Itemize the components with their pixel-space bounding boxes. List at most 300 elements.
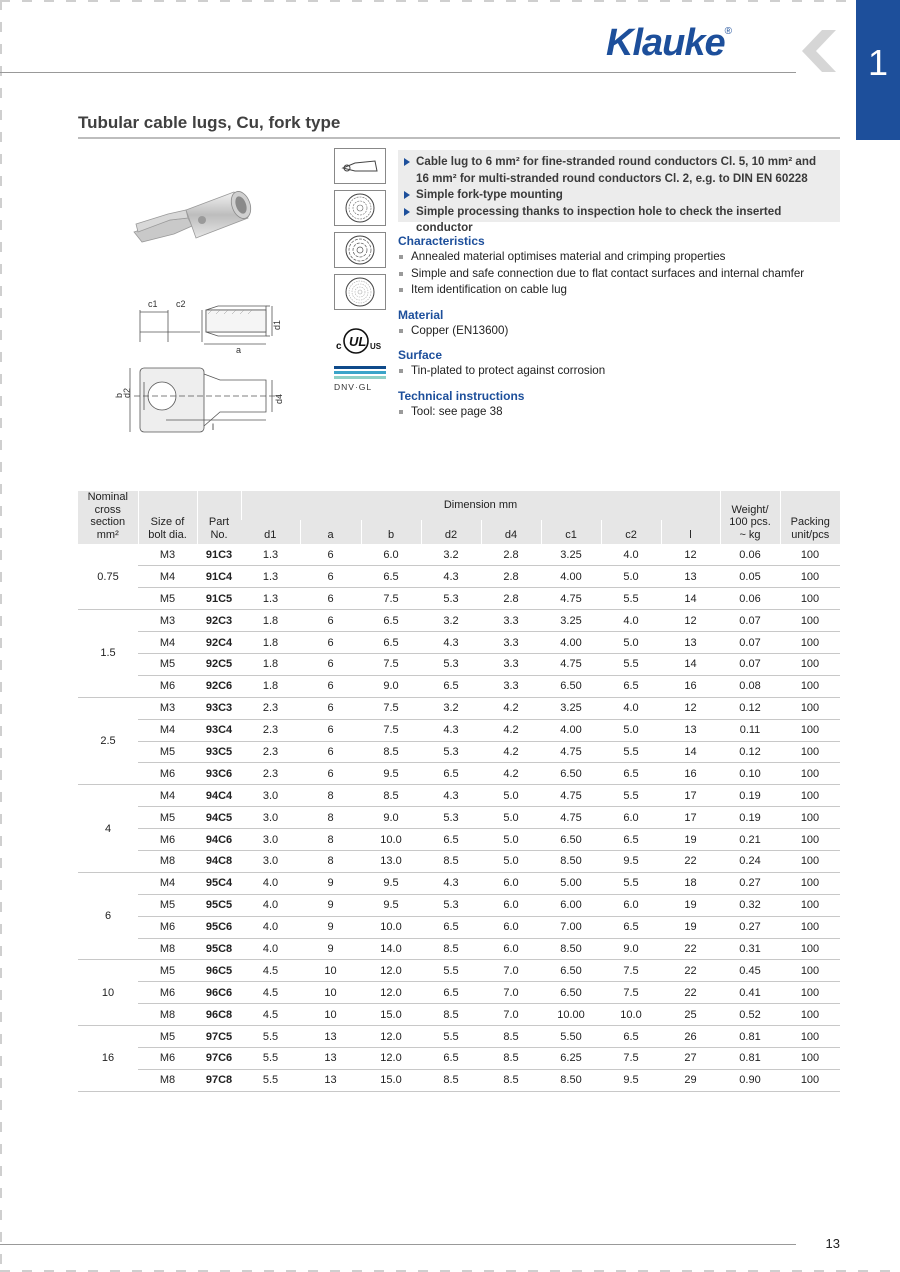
table-row	[78, 566, 840, 588]
cell-part-no: 95C6	[197, 916, 241, 938]
cell-packing: 100	[780, 544, 840, 566]
cell-l: 17	[661, 785, 720, 807]
table-row	[78, 916, 840, 938]
table-row	[78, 719, 840, 741]
cell-d4: 4.2	[481, 697, 541, 719]
cell-d4: 3.3	[481, 653, 541, 675]
cell-c2: 5.0	[601, 632, 661, 654]
cell-d2: 8.5	[421, 938, 481, 960]
cell-cross-section: 1.5	[78, 610, 138, 698]
cell-weight: 0.27	[720, 872, 780, 894]
cell-d2: 6.5	[421, 982, 481, 1004]
table-row	[78, 675, 840, 697]
cell-c2: 10.0	[601, 1004, 661, 1026]
cable-lug-icon	[334, 148, 386, 184]
cell-d4: 6.0	[481, 938, 541, 960]
header-weight: Weight/ 100 pcs. ~ kg	[720, 491, 780, 544]
cell-d4: 6.0	[481, 916, 541, 938]
cell-d1: 2.3	[241, 741, 300, 763]
cell-c2: 6.5	[601, 916, 661, 938]
cell-packing: 100	[780, 1047, 840, 1069]
cell-d1: 2.3	[241, 697, 300, 719]
cell-b: 8.5	[361, 741, 421, 763]
cell-b: 10.0	[361, 829, 421, 851]
cell-d4: 2.8	[481, 566, 541, 588]
cell-d4: 3.3	[481, 632, 541, 654]
cell-c2: 6.5	[601, 1026, 661, 1048]
cell-d2: 5.3	[421, 653, 481, 675]
cell-b: 8.5	[361, 785, 421, 807]
cell-weight: 0.81	[720, 1026, 780, 1048]
cell-packing: 100	[780, 807, 840, 829]
cell-b: 7.5	[361, 697, 421, 719]
cell-b: 15.0	[361, 1069, 421, 1091]
cell-d1: 4.5	[241, 1004, 300, 1026]
cell-b: 7.5	[361, 588, 421, 610]
cell-c2: 9.0	[601, 938, 661, 960]
cell-d2: 6.5	[421, 829, 481, 851]
cell-c1: 6.50	[541, 763, 601, 785]
cell-b: 12.0	[361, 1047, 421, 1069]
cell-d4: 5.0	[481, 850, 541, 872]
cell-c1: 4.75	[541, 807, 601, 829]
cell-a: 6	[300, 719, 361, 741]
cell-packing: 100	[780, 829, 840, 851]
cell-d2: 5.5	[421, 960, 481, 982]
cell-d2: 5.5	[421, 1026, 481, 1048]
cell-b: 6.0	[361, 544, 421, 566]
cell-packing: 100	[780, 960, 840, 982]
cell-d2: 3.2	[421, 610, 481, 632]
cell-cross-section: 2.5	[78, 697, 138, 785]
label-d2: d2	[122, 387, 132, 398]
cell-part-no: 92C6	[197, 675, 241, 697]
cell-b: 12.0	[361, 1026, 421, 1048]
cell-part-no: 93C4	[197, 719, 241, 741]
label-c1: c1	[148, 299, 158, 309]
cell-weight: 0.10	[720, 763, 780, 785]
table-row	[78, 982, 840, 1004]
cell-d4: 5.0	[481, 785, 541, 807]
cell-cross-section: 6	[78, 872, 138, 960]
cell-l: 14	[661, 653, 720, 675]
ul-us-text: US	[370, 342, 382, 351]
cell-c1: 4.00	[541, 566, 601, 588]
cell-d2: 3.2	[421, 697, 481, 719]
cell-d2: 6.5	[421, 763, 481, 785]
cell-b: 9.0	[361, 675, 421, 697]
cell-weight: 0.41	[720, 982, 780, 1004]
feature-item: Cable lug to 6 mm² for fine-stranded round conductors Cl. 5, 10 mm² and 16 mm² for multi-stranded round conductors Cl. 2, e.g. to DIN EN 60228	[404, 154, 834, 187]
cell-d1: 1.8	[241, 610, 300, 632]
cell-bolt-size: M4	[138, 719, 197, 741]
cell-b: 7.5	[361, 719, 421, 741]
cell-l: 19	[661, 829, 720, 851]
cell-b: 13.0	[361, 850, 421, 872]
cell-weight: 0.07	[720, 653, 780, 675]
cell-packing: 100	[780, 653, 840, 675]
cell-c1: 4.75	[541, 785, 601, 807]
cell-bolt-size: M8	[138, 1004, 197, 1026]
cell-d4: 6.0	[481, 872, 541, 894]
page-title: Tubular cable lugs, Cu, fork type	[78, 113, 341, 132]
cell-d1: 4.5	[241, 960, 300, 982]
cell-c2: 4.0	[601, 610, 661, 632]
cell-d1: 4.0	[241, 916, 300, 938]
cell-part-no: 95C5	[197, 894, 241, 916]
dimension-drawing	[100, 296, 300, 436]
cell-c1: 4.75	[541, 653, 601, 675]
cell-b: 9.0	[361, 807, 421, 829]
cell-b: 9.5	[361, 763, 421, 785]
cell-c2: 5.5	[601, 872, 661, 894]
cell-l: 14	[661, 588, 720, 610]
cell-l: 16	[661, 675, 720, 697]
cell-d4: 4.2	[481, 719, 541, 741]
cell-a: 6	[300, 697, 361, 719]
cell-weight: 0.32	[720, 894, 780, 916]
cell-a: 6	[300, 675, 361, 697]
cell-a: 13	[300, 1026, 361, 1048]
cell-b: 10.0	[361, 916, 421, 938]
cell-l: 25	[661, 1004, 720, 1026]
cell-d2: 4.3	[421, 719, 481, 741]
table-row	[78, 938, 840, 960]
label-a: a	[236, 345, 242, 355]
technical-instructions-heading: Technical instructions	[398, 388, 525, 403]
cell-l: 29	[661, 1069, 720, 1091]
cell-l: 22	[661, 938, 720, 960]
cell-weight: 0.52	[720, 1004, 780, 1026]
cell-weight: 0.07	[720, 610, 780, 632]
table-row	[78, 697, 840, 719]
cell-a: 9	[300, 916, 361, 938]
cell-c2: 7.5	[601, 1047, 661, 1069]
table-row	[78, 653, 840, 675]
cell-weight: 0.24	[720, 850, 780, 872]
cell-c2: 6.5	[601, 829, 661, 851]
cell-b: 14.0	[361, 938, 421, 960]
cell-c1: 3.25	[541, 610, 601, 632]
characteristics-item: Item identification on cable lug	[398, 282, 840, 299]
cell-d1: 5.5	[241, 1026, 300, 1048]
page-number: 13	[825, 1236, 840, 1251]
label-l: l	[212, 422, 214, 432]
cell-d4: 6.0	[481, 894, 541, 916]
cell-l: 13	[661, 566, 720, 588]
cell-part-no: 94C4	[197, 785, 241, 807]
cell-a: 6	[300, 610, 361, 632]
table-row	[78, 1026, 840, 1048]
cell-c2: 5.5	[601, 785, 661, 807]
cell-b: 15.0	[361, 1004, 421, 1026]
surface-item: Tin-plated to protect against corrosion	[398, 363, 840, 380]
cell-part-no: 93C6	[197, 763, 241, 785]
cell-a: 13	[300, 1047, 361, 1069]
cell-l: 17	[661, 807, 720, 829]
cell-part-no: 97C8	[197, 1069, 241, 1091]
table-row	[78, 1047, 840, 1069]
material-heading: Material	[398, 307, 444, 322]
table-row	[78, 632, 840, 654]
cell-c1: 8.50	[541, 1069, 601, 1091]
cell-c2: 9.5	[601, 850, 661, 872]
cell-d1: 5.5	[241, 1047, 300, 1069]
cell-bolt-size: M5	[138, 1026, 197, 1048]
cell-d2: 5.3	[421, 588, 481, 610]
cell-weight: 0.07	[720, 632, 780, 654]
cell-bolt-size: M4	[138, 566, 197, 588]
header-bolt-size: Size of bolt dia.	[138, 491, 197, 544]
cell-c1: 10.00	[541, 1004, 601, 1026]
cell-bolt-size: M6	[138, 829, 197, 851]
cell-c2: 7.5	[601, 960, 661, 982]
cell-packing: 100	[780, 610, 840, 632]
cell-packing: 100	[780, 894, 840, 916]
cell-bolt-size: M5	[138, 894, 197, 916]
cell-d2: 4.3	[421, 632, 481, 654]
page-border-left	[0, 0, 2, 1272]
cell-part-no: 96C8	[197, 1004, 241, 1026]
cell-part-no: 92C5	[197, 653, 241, 675]
cell-cross-section: 16	[78, 1026, 138, 1092]
cell-packing: 100	[780, 1004, 840, 1026]
cell-a: 10	[300, 1004, 361, 1026]
cell-c1: 6.50	[541, 675, 601, 697]
feature-item: Simple processing thanks to inspection hole to check the inserted conductor	[404, 204, 834, 237]
fine-stranded-conductor-icon	[334, 190, 386, 226]
cell-packing: 100	[780, 850, 840, 872]
cell-a: 6	[300, 741, 361, 763]
cell-bolt-size: M8	[138, 850, 197, 872]
cell-c2: 9.5	[601, 1069, 661, 1091]
cell-d1: 1.8	[241, 632, 300, 654]
cell-weight: 0.31	[720, 938, 780, 960]
cell-d1: 3.0	[241, 807, 300, 829]
cell-l: 13	[661, 719, 720, 741]
label-b: b	[114, 392, 124, 398]
cell-d2: 4.3	[421, 566, 481, 588]
cell-a: 6	[300, 544, 361, 566]
header-c1: c1	[541, 520, 601, 544]
header-packing: Packing unit/pcs	[780, 491, 840, 544]
cell-d2: 5.3	[421, 807, 481, 829]
cell-weight: 0.21	[720, 829, 780, 851]
table-row	[78, 807, 840, 829]
cell-bolt-size: M5	[138, 807, 197, 829]
cell-weight: 0.12	[720, 697, 780, 719]
cell-bolt-size: M3	[138, 697, 197, 719]
table-row	[78, 850, 840, 872]
cell-part-no: 93C5	[197, 741, 241, 763]
cell-packing: 100	[780, 675, 840, 697]
cell-packing: 100	[780, 632, 840, 654]
cell-cross-section: 4	[78, 785, 138, 873]
cell-d2: 6.5	[421, 1047, 481, 1069]
cell-c1: 6.50	[541, 982, 601, 1004]
cell-a: 6	[300, 566, 361, 588]
cell-d2: 4.3	[421, 785, 481, 807]
table-row	[78, 785, 840, 807]
cell-a: 9	[300, 938, 361, 960]
cell-part-no: 97C5	[197, 1026, 241, 1048]
cell-bolt-size: M4	[138, 785, 197, 807]
header-a: a	[300, 520, 361, 544]
cell-d4: 5.0	[481, 829, 541, 851]
product-details	[398, 233, 840, 420]
page-border-top	[0, 0, 900, 2]
header-c2: c2	[601, 520, 661, 544]
cell-packing: 100	[780, 741, 840, 763]
cell-part-no: 91C4	[197, 566, 241, 588]
cell-d2: 8.5	[421, 850, 481, 872]
cell-d4: 3.3	[481, 610, 541, 632]
cell-d2: 8.5	[421, 1069, 481, 1091]
cell-packing: 100	[780, 916, 840, 938]
cell-d4: 8.5	[481, 1069, 541, 1091]
cell-l: 12	[661, 544, 720, 566]
cell-a: 6	[300, 588, 361, 610]
cell-packing: 100	[780, 982, 840, 1004]
header-rule	[0, 72, 796, 73]
header-d4: d4	[481, 520, 541, 544]
cell-bolt-size: M3	[138, 610, 197, 632]
cell-a: 13	[300, 1069, 361, 1091]
klauke-logo: Klauke®	[606, 22, 731, 64]
cell-d1: 2.3	[241, 719, 300, 741]
cell-bolt-size: M5	[138, 588, 197, 610]
cell-bolt-size: M6	[138, 982, 197, 1004]
cell-bolt-size: M8	[138, 1069, 197, 1091]
cell-l: 12	[661, 610, 720, 632]
cell-b: 12.0	[361, 960, 421, 982]
table-body	[78, 544, 840, 1091]
product-photo	[130, 180, 280, 270]
cell-a: 9	[300, 872, 361, 894]
cell-packing: 100	[780, 566, 840, 588]
cell-weight: 0.45	[720, 960, 780, 982]
cell-c1: 6.00	[541, 894, 601, 916]
cell-part-no: 95C4	[197, 872, 241, 894]
label-c2: c2	[176, 299, 186, 309]
cell-c1: 6.50	[541, 829, 601, 851]
cell-packing: 100	[780, 697, 840, 719]
cell-d4: 4.2	[481, 763, 541, 785]
cell-part-no: 94C8	[197, 850, 241, 872]
cell-bolt-size: M6	[138, 763, 197, 785]
cell-d4: 2.8	[481, 588, 541, 610]
table-row	[78, 872, 840, 894]
cell-d4: 2.8	[481, 544, 541, 566]
table-row	[78, 588, 840, 610]
cell-c2: 7.5	[601, 982, 661, 1004]
cell-l: 12	[661, 697, 720, 719]
characteristics-item: Simple and safe connection due to flat contact surfaces and internal chamfer	[398, 266, 840, 283]
cell-packing: 100	[780, 763, 840, 785]
cell-a: 6	[300, 763, 361, 785]
title-rule	[78, 137, 840, 139]
cell-l: 19	[661, 916, 720, 938]
cell-weight: 0.11	[720, 719, 780, 741]
cell-a: 6	[300, 653, 361, 675]
cell-d1: 4.0	[241, 894, 300, 916]
cell-part-no: 92C3	[197, 610, 241, 632]
cell-bolt-size: M5	[138, 741, 197, 763]
ul-c-text: c	[336, 341, 342, 352]
header-l: l	[661, 520, 720, 544]
cell-packing: 100	[780, 1026, 840, 1048]
product-table	[78, 491, 840, 1092]
cell-d1: 3.0	[241, 850, 300, 872]
cell-d2: 6.5	[421, 675, 481, 697]
cell-cross-section: 0.75	[78, 544, 138, 610]
cell-b: 6.5	[361, 632, 421, 654]
cell-d4: 7.0	[481, 982, 541, 1004]
cell-l: 13	[661, 632, 720, 654]
cell-d4: 7.0	[481, 1004, 541, 1026]
cell-bolt-size: M5	[138, 653, 197, 675]
cell-d1: 1.3	[241, 588, 300, 610]
cell-l: 16	[661, 763, 720, 785]
table-row	[78, 741, 840, 763]
cell-c1: 3.25	[541, 544, 601, 566]
cell-c1: 5.00	[541, 872, 601, 894]
cell-d4: 7.0	[481, 960, 541, 982]
cell-packing: 100	[780, 785, 840, 807]
cell-cross-section: 10	[78, 960, 138, 1026]
cell-l: 14	[661, 741, 720, 763]
label-d4: d4	[274, 393, 284, 404]
header-cross-section: Nominal cross section mm²	[78, 491, 138, 544]
cell-c2: 6.0	[601, 807, 661, 829]
header-part-no: Part No.	[197, 491, 241, 544]
cell-bolt-size: M4	[138, 872, 197, 894]
cell-d2: 3.2	[421, 544, 481, 566]
cell-weight: 0.90	[720, 1069, 780, 1091]
cell-c2: 6.5	[601, 763, 661, 785]
cell-d2: 8.5	[421, 1004, 481, 1026]
cell-weight: 0.08	[720, 675, 780, 697]
feature-item: Simple fork-type mounting	[404, 187, 834, 204]
cell-d2: 6.5	[421, 916, 481, 938]
cell-l: 19	[661, 894, 720, 916]
cell-packing: 100	[780, 938, 840, 960]
cell-bolt-size: M6	[138, 1047, 197, 1069]
cell-d1: 1.8	[241, 675, 300, 697]
cell-part-no: 94C6	[197, 829, 241, 851]
cell-part-no: 94C5	[197, 807, 241, 829]
cell-c1: 8.50	[541, 938, 601, 960]
cell-b: 9.5	[361, 894, 421, 916]
cell-b: 12.0	[361, 982, 421, 1004]
cell-b: 6.5	[361, 566, 421, 588]
header-b: b	[361, 520, 421, 544]
cell-c2: 5.5	[601, 588, 661, 610]
section-tab: 1	[856, 0, 900, 140]
cell-packing: 100	[780, 588, 840, 610]
cell-weight: 0.05	[720, 566, 780, 588]
cell-bolt-size: M5	[138, 960, 197, 982]
cell-l: 26	[661, 1026, 720, 1048]
cell-part-no: 96C6	[197, 982, 241, 1004]
cell-c1: 4.75	[541, 741, 601, 763]
cell-weight: 0.81	[720, 1047, 780, 1069]
cell-a: 8	[300, 850, 361, 872]
cell-d1: 3.0	[241, 785, 300, 807]
cell-bolt-size: M6	[138, 675, 197, 697]
cell-a: 10	[300, 960, 361, 982]
cell-c2: 4.0	[601, 544, 661, 566]
